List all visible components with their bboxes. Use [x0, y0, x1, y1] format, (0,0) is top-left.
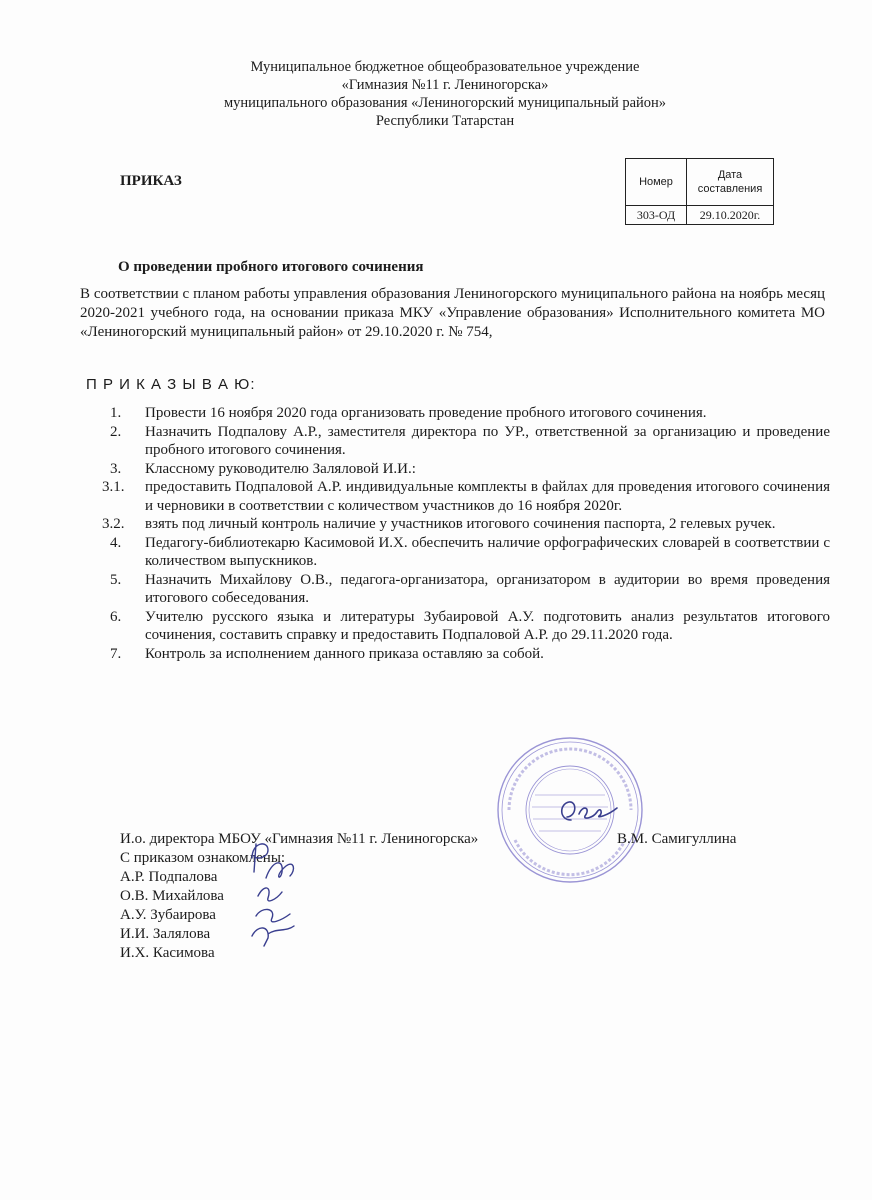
meta-date-header	[687, 159, 774, 206]
item-text: Педагогу-библиотекарю Касимовой И.Х. обеспечить наличие орфографических словарей в соответствии с количеством выпускников.	[145, 534, 830, 569]
document-title: ПРИКАЗ	[120, 173, 182, 189]
order-item	[110, 571, 830, 608]
signatory-position: И.о. директора МБОУ «Гимназия №11 г. Лениногорска»	[120, 831, 479, 847]
order-items	[102, 404, 830, 663]
header-line-2: «Гимназия №11 г. Лениногорска»	[341, 77, 549, 93]
item-text: Учителю русского языка и литературы Зубаировой А.У. подготовить анализ результатов итогового сочинения, составить справку и предоставить Подпаловой А.Р. до 29.11.2020 года.	[145, 608, 830, 643]
header-line-3: муниципального образования «Лениногорский муниципальный район»	[223, 95, 667, 111]
signatory-name: В.М. Самигуллина	[617, 831, 737, 847]
item-number: 4.	[110, 534, 122, 551]
item-number: 3.2.	[102, 516, 125, 532]
item-text: Провести 16 ноября 2020 года организовать проведение пробного итогового сочинения.	[145, 405, 707, 421]
header-line-4: Республики Татарстан	[375, 113, 515, 129]
acknowledged-person: И.И. Залялова	[120, 926, 211, 942]
acknowledged-list	[120, 868, 224, 963]
item-text: Назначить Михайлову О.В., педагога-организатора, организатором в аудитории во время проведения итогового собеседования.	[145, 571, 830, 606]
order-item	[110, 423, 830, 460]
order-item	[110, 645, 830, 664]
item-number: 3.	[110, 460, 122, 477]
acknowledged-person: О.В. Михайлова	[120, 888, 224, 904]
acknowledged-title: С приказом ознакомлены:	[120, 850, 286, 866]
item-number: 1.	[110, 405, 122, 421]
item-number: 2.	[110, 423, 122, 440]
acknowledged-person: И.Х. Касимова	[120, 945, 215, 961]
order-keyword: П Р И К А З Ы В А Ю:	[86, 376, 256, 393]
acknowledged-person: А.Р. Подпалова	[120, 869, 218, 885]
item-text: Контроль за исполнением данного приказа оставляю за собой.	[145, 645, 544, 662]
order-meta-table	[625, 158, 774, 225]
item-number: 7.	[110, 645, 122, 662]
item-text: Классному руководителю Заляловой И.И.:	[145, 460, 416, 477]
order-item	[102, 515, 830, 534]
header-line-1: Муниципальное бюджетное общеобразовательное учреждение	[250, 59, 640, 75]
order-subject: О проведении пробного итогового сочинения	[118, 259, 424, 275]
item-number: 6.	[110, 608, 122, 625]
order-item	[102, 478, 830, 515]
order-item	[110, 404, 830, 423]
item-text: взять под личный контроль наличие у участников итогового сочинения паспорта, 2 гелевых ручек.	[145, 516, 776, 532]
item-text: Назначить Подпалову А.Р., заместителя директора по УР., ответственной за организацию и проведение пробного итогового сочинения.	[145, 423, 830, 458]
meta-number-header: Номер	[626, 159, 687, 206]
item-text: предоставить Подпаловой А.Р. индивидуальные комплекты в файлах для проведения итогового сочинения и черновики в соответствии с количеством участников до 16 ноября 2020г.	[145, 479, 830, 514]
order-basis: В соответствии с планом работы управления образования Лениногорского муниципального района на ноябрь месяц 2020-2021 учебного года, на основании приказа МКУ «Управление образования» Исполнительного комитета МО «Лениногорский муниципальный район» от 29.10.2020 г. № 754,	[80, 286, 825, 340]
organization-header	[100, 58, 790, 130]
director-signature	[553, 790, 623, 835]
staff-signatures	[238, 838, 308, 948]
item-number: 3.1.	[102, 479, 125, 495]
order-item	[110, 608, 830, 645]
meta-date-header-line-1: Дата	[717, 169, 743, 181]
acknowledged-person: А.У. Зубаирова	[120, 907, 216, 923]
order-date: 29.10.2020г.	[687, 206, 774, 225]
order-item	[110, 534, 830, 571]
order-number: 303-ОД	[626, 206, 687, 225]
meta-date-header-line-2: составления	[697, 183, 763, 195]
item-number: 5.	[110, 571, 122, 588]
order-item	[110, 460, 830, 479]
